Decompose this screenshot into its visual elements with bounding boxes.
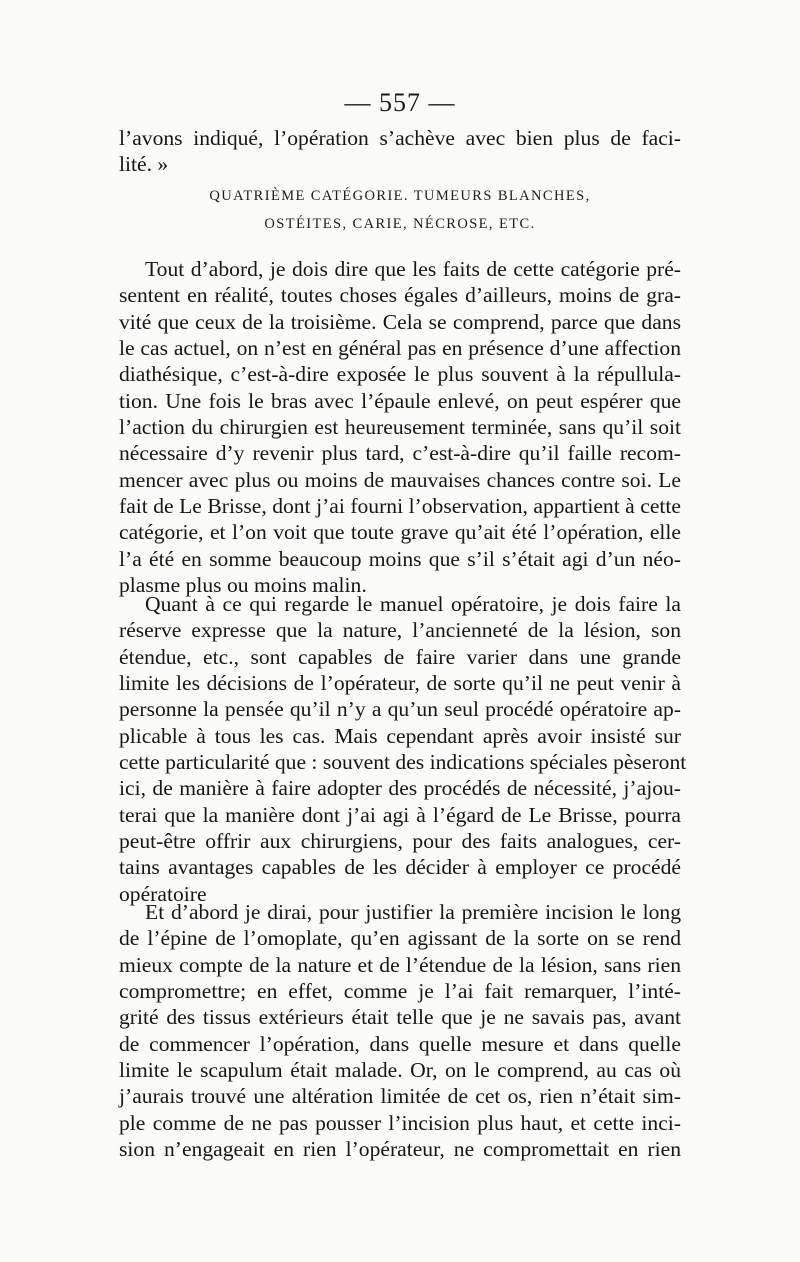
text-line: vité que ceux de la troisième. Cela se comprend, parce que dans [119, 309, 681, 334]
text-line: réserve expresse que la nature, l’ancienneté de la lésion, son [119, 618, 681, 643]
text-line: limite les décisions de l’opérateur, de sorte qu’il ne peut venir à [119, 671, 681, 696]
text-line: Quant à ce qui regarde le manuel opératoire, je dois faire la [145, 592, 681, 616]
text-line: j’aurais trouvé une altération limitée de cet os, rien n’était sim- [119, 1084, 681, 1109]
paragraph-1 [119, 256, 681, 598]
text-line: opératoire [119, 881, 207, 906]
text-line: étendue, etc., sont capables de faire varier dans une grande [119, 644, 681, 669]
text-line: sion n’engageait en rien l’opérateur, ne compromettait en rien [119, 1137, 681, 1162]
text-line: l’action du chirurgien est heureusement terminée, sans qu’il soit [119, 415, 681, 440]
text-line: tains avantages capables de les décider à employer ce procédé [119, 855, 681, 880]
text-line: de l’épine de l’omoplate, qu’en agissant de la sorte on se rend [119, 926, 681, 951]
intro-paragraph [119, 125, 681, 178]
text-line: sentent en réalité, toutes choses égales d’ailleurs, moins de gra- [119, 283, 681, 308]
text-line: Et d’abord je dirai, pour justifier la première incision le long [145, 900, 681, 924]
page-number: — 557 — [344, 88, 456, 117]
text-line: limite le scapulum était malade. Or, on le comprend, au cas où [119, 1058, 681, 1083]
paragraph-2 [119, 591, 687, 907]
text-line: ple comme de ne pas pousser l’incision plus haut, et cette inci- [119, 1110, 681, 1135]
text-line: peut-être offrir aux chirurgiens, pour des faits analogues, cer- [119, 829, 681, 854]
text-line: l’avons indiqué, l’opération s’achève avec bien plus de faci- [119, 126, 681, 150]
section-heading-line-1: QUATRIÈME CATÉGORIE. TUMEURS BLANCHES, [209, 188, 591, 204]
text-line: ici, de manière à faire adopter des procédés de nécessité, j’ajou- [119, 776, 681, 801]
text-line: diathésique, c’est-à-dire exposée le plus souvent à la répullula- [119, 362, 681, 387]
text-line: plasme plus ou moins malin. [119, 573, 367, 598]
text-line: lité. » [119, 152, 169, 177]
text-line: plicable à tous les cas. Mais cependant après avoir insisté sur [119, 723, 681, 748]
text-line: le cas actuel, on n’est en général pas en présence d’une affection [119, 336, 681, 361]
text-line: grité des tissus extérieurs était telle que je ne savais pas, avant [119, 1005, 681, 1030]
text-line: fait de Le Brisse, dont j’ai fourni l’observation, appartient à cette [119, 494, 681, 519]
paragraph-3 [119, 899, 681, 1162]
text-line: tion. Une fois le bras avec l’épaule enlevé, on peut espérer que [119, 388, 681, 413]
section-heading-line-2: OSTÉITES, CARIE, NÉCROSE, ETC. [264, 216, 536, 232]
text-line: de commencer l’opération, dans quelle mesure et dans quelle [119, 1031, 681, 1056]
text-line: nécessaire d’y revenir plus tard, c’est-à-dire qu’il faille recom- [119, 441, 681, 466]
text-line: catégorie, et l’on voit que toute grave qu’ait été l’opération, elle [119, 520, 681, 545]
text-line: Tout d’abord, je dois dire que les faits de cette catégorie pré- [145, 257, 681, 281]
text-line: terai que la manière dont j’ai agi à l’égard de Le Brisse, pourra [119, 802, 681, 827]
text-line: compromettre; en effet, comme je l’ai fait remarquer, l’inté- [119, 979, 681, 1004]
text-line: mencer avec plus ou moins de mauvaises chances contre soi. Le [119, 467, 681, 492]
text-line: mieux compte de la nature et de l’étendue de la lésion, sans rien [119, 952, 681, 977]
text-line: cette particularité que : souvent des indications spéciales pèseront [119, 750, 687, 775]
text-line: l’a été en somme beaucoup moins que s’il s’était agi d’un néo- [119, 546, 681, 571]
text-line: personne la pensée qu’il n’y a qu’un seul procédé opératoire ap- [119, 697, 681, 722]
